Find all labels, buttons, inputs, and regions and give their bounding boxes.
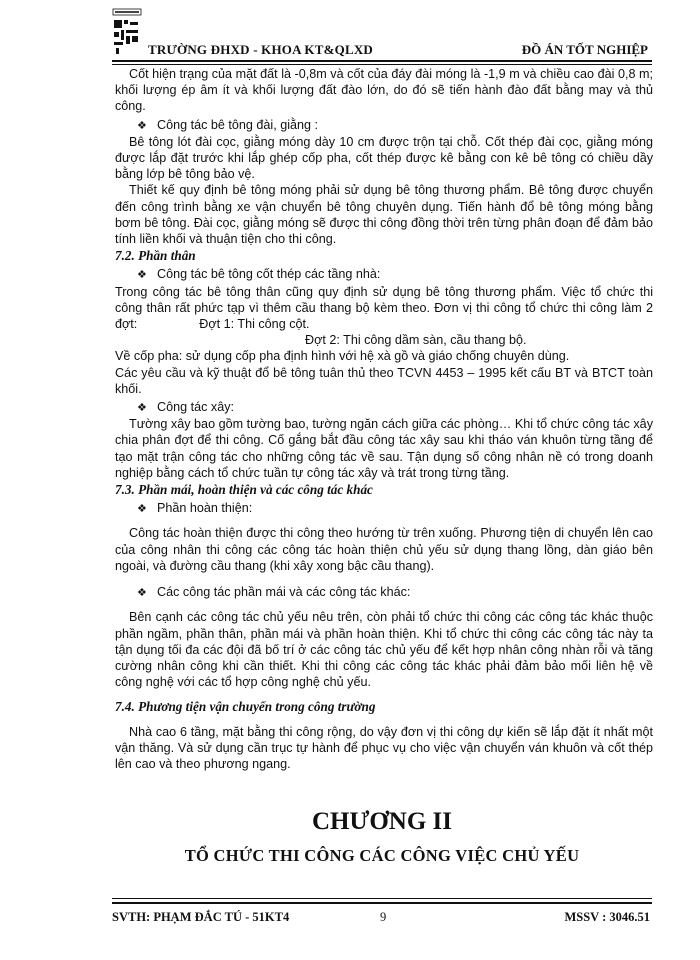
diamond-bullet-icon: ❖ xyxy=(137,119,147,132)
footer-student-id: MSSV : 3046.51 xyxy=(564,910,650,924)
paragraph: Bê tông lót đài cọc, giằng móng dày 10 cm được trộn tại chỗ. Cốt thép đài cọc, giằng móng được lắp đặt trước khi lắp ghép cốp pha, cốt thép được kê bằng con kê bê tông có chiều dầy bằng lớp bê tông bảo vệ. xyxy=(115,134,653,182)
bullet-text: Công tác bê tông cốt thép các tầng nhà: xyxy=(157,267,381,282)
paragraph: Nhà cao 6 tầng, mặt bằng thi công rộng, do vậy đơn vị thi công dự kiến sẽ lắp đặt ít nhất một vận thăng. Và sử dụng cần trục tự hành để phục vụ cho việc vận chuyển ván khuôn và cốt thép lên cao và theo phương ngang. xyxy=(115,724,653,771)
section-heading: 7.2. Phần thân xyxy=(115,248,196,264)
paragraph: Thiết kế quy định bê tông móng phải sử dụng bê tông thương phẩm. Bê tông được chuyển đến công trình bằng xe vận chuyển bê tông chuyên dụng. Tiến hành đổ bê tông móng bằng bơm bê tông. Đài cọc, giằng móng sẽ được thi công đồng thời trên từng phân đoạn để đảm bảo tính liền khối và thuận tiện cho thi công. xyxy=(115,183,653,247)
footer-rule-thin xyxy=(112,898,652,899)
section-heading: 7.3. Phần mái, hoàn thiện và các công tác khác xyxy=(115,482,373,498)
bullet-item xyxy=(115,266,653,283)
diamond-bullet-icon: ❖ xyxy=(137,402,147,415)
document-body xyxy=(115,66,653,772)
chapter-title: TỔ CHỨC THI CÔNG CÁC CÔNG VIỆC CHỦ YẾU xyxy=(184,846,580,865)
phase-2: Đợt 2: Thi công dầm sàn, cầu thang bộ. xyxy=(305,333,527,348)
footer-rule xyxy=(112,902,652,904)
footer-student: SVTH: PHẠM ĐẮC TÚ - 51KT4 xyxy=(112,910,290,924)
paragraph xyxy=(115,332,653,348)
diamond-bullet-icon: ❖ xyxy=(137,587,147,600)
page-number: 9 xyxy=(380,910,387,924)
paragraph: Công tác hoàn thiện được thi công theo hướng từ trên xuống. Phương tiện di chuyển lên cao của công nhân thi công các công tác hoàn thiện chủ yếu sử dụng thang lồng, dàn giáo bên ngoài, và đường cầu thang (khi xây xong bậc cầu thang). xyxy=(115,526,653,573)
paragraph: Cốt hiện trạng của mặt đất là -0,8m và cốt của đáy đài móng là -1,9 m và chiều cao đài 0,8 m; khối lượng ép âm ít và khối lượng đất đào lớn, do đó sẽ tiến hành đào đất bằng may và thủ công. xyxy=(115,67,653,114)
chapter-label: CHƯƠNG II xyxy=(311,808,453,835)
bullet-text: Công tác bê tông đài, giằng : xyxy=(157,117,319,132)
section-heading: 7.4. Phương tiện vận chuyển trong công trường xyxy=(115,699,376,715)
bullet-text: Phần hoàn thiện: xyxy=(157,501,253,516)
bullet-text: Các công tác phần mái và các công tác khác: xyxy=(157,585,411,600)
page-header xyxy=(112,38,652,62)
header-school: TRƯỜNG ĐHXD - KHOA KT&QLXD xyxy=(148,42,374,57)
paragraph-text: Trong công tác bê tông thân cũng quy định sử dụng bê tông thương phẩm. Việc tổ chức thi công thân rất phức tạp vì thêm cầu thang bộ kèm theo. Đơn vị thi công tổ chức thi công làm 2 đợt: xyxy=(115,284,653,332)
paragraph xyxy=(115,284,653,333)
bullet-item xyxy=(115,117,653,134)
diamond-bullet-icon: ❖ xyxy=(137,269,147,282)
header-rule-thin xyxy=(112,64,652,65)
header-doc-type: ĐỒ ÁN TỐT NGHIỆP xyxy=(521,42,648,57)
diamond-bullet-icon: ❖ xyxy=(137,503,147,516)
header-rule xyxy=(112,60,652,62)
paragraph: Về cốp pha: sử dụng cốp pha định hình với hệ xà gồ và giáo chống chuyên dùng. xyxy=(115,349,570,364)
paragraph: Tường xây bao gồm tường bao, tường ngăn cách giữa các phòng… Khi tổ chức công tác xây chia phân đợt để thi công. Cố gắng bắt đầu công tác xây sau khi tháo ván khuôn từng tầng để tạo mặt trận công tác cho những công tác về sau. Tận dụng số công nhân nề có trong doanh nghiệp bằng cách tổ chức tuần tự công tác xây và trát trong từng tầng. xyxy=(115,417,653,480)
bullet-item xyxy=(115,500,653,517)
bullet-item xyxy=(115,399,653,416)
bullet-item xyxy=(115,584,653,601)
bullet-text: Công tác xây: xyxy=(157,400,235,415)
paragraph: Các yêu cầu và kỹ thuật đổ bê tông tuân thủ theo TCVN 4453 – 1995 kết cấu BT và BTCT toàn khối. xyxy=(115,365,653,396)
phase-1: Đợt 1: Thi công cột. xyxy=(199,317,310,332)
paragraph: Bên cạnh các công tác chủ yếu nêu trên, còn phải tổ chức thi công các công tác khác thuộc phần ngầm, phần thân, phần mái và phần hoàn thiện. Khi tổ chức thi công các công tác này ta tận dụng tối đa các đội đã bố trí ở các công tác chủ yếu để kết hợp nhân công nhàn rỗi và tăng cường nhân công khi cần thiết. Khi thi công các công tác khác phải đảm bảo mối liên hệ về công nghệ với các tổ hợp công nghệ chủ yếu. xyxy=(115,610,653,690)
page-footer xyxy=(112,910,652,930)
